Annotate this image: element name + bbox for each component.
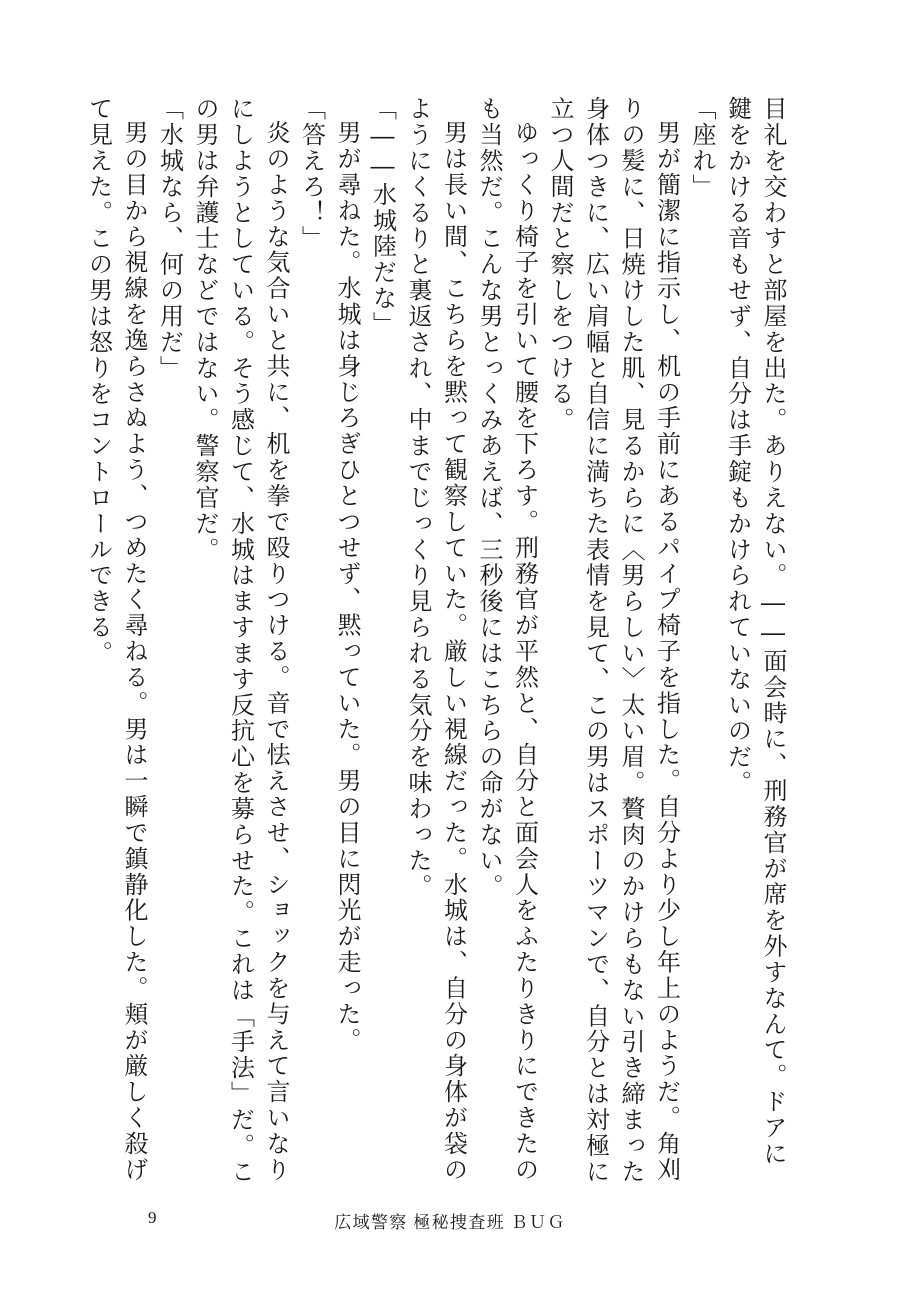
paragraph: 「――水城陸だな」 bbox=[368, 96, 397, 338]
paragraph: 男が尋ねた。水城は身じろぎひとつせず、黙っていた。男の目に閃光が走った。 bbox=[333, 120, 361, 1054]
paragraph: 炎のような気合いと共に、机を拳で殴りつける。音で怯えさせ、ショックを与えて言いなりにしようとしている。そう感じて、水城はますます反抗心を募らせた。これは「手法」だ。この男は弁護士などではない。警察官だ。 bbox=[191, 96, 290, 1185]
paragraph: 男の目から視線を逸らさぬよう、つめたく尋ねる。男は一瞬で鎮静化した。頬が厳しく殺げて見えた。この男は怒りをコントロールできる。 bbox=[84, 96, 148, 1183]
paragraph: ゆっくり椅子を引いて腰を下ろす。刑務官が平然と、自分と面会人をふたりきりにできたのも当然だ。こんな男とっくみあえば、三秒後にはこちらの命がない。 bbox=[475, 96, 539, 1183]
paragraph: 「座れ」 bbox=[688, 96, 716, 200]
paragraph: 「水城なら、何の用だ」 bbox=[155, 96, 184, 382]
paragraph: 「答えろ！」 bbox=[297, 96, 326, 252]
paragraph: 男が簡潔に指示し、机の手前にあるパイプ椅子を指した。自分より少し年上のようだ。角刈りの髪に、日焼けした肌、見るからに〈男らしい〉太い眉。贅肉のかけらもない引き締まった身体つきに、広い肩幅と自信に満ちた表情を見て、この男はスポーツマンで、自分とは対極に立つ人間だと察しをつける。 bbox=[546, 96, 681, 1185]
paragraph: 目礼を交わすと部屋を出た。ありえない。――面会時に、刑務官が席を外すなんて。ドアに鍵をかける音もせず、自分は手錠もかけられていないのだ。 bbox=[723, 96, 787, 1167]
running-title: 広域警察 極秘捜査班 ＢＵＧ bbox=[334, 1213, 566, 1232]
page-number: 9 bbox=[148, 1208, 157, 1227]
vertical-text-body bbox=[84, 96, 790, 1186]
page-footer bbox=[0, 1208, 900, 1238]
paragraph: 男は長い間、こちらを黙って観察していた。厳しい視線だった。水城は、自分の身体が袋のようにくるりと裏返され、中までじっくり見られる気分を味わった。 bbox=[404, 96, 468, 1183]
